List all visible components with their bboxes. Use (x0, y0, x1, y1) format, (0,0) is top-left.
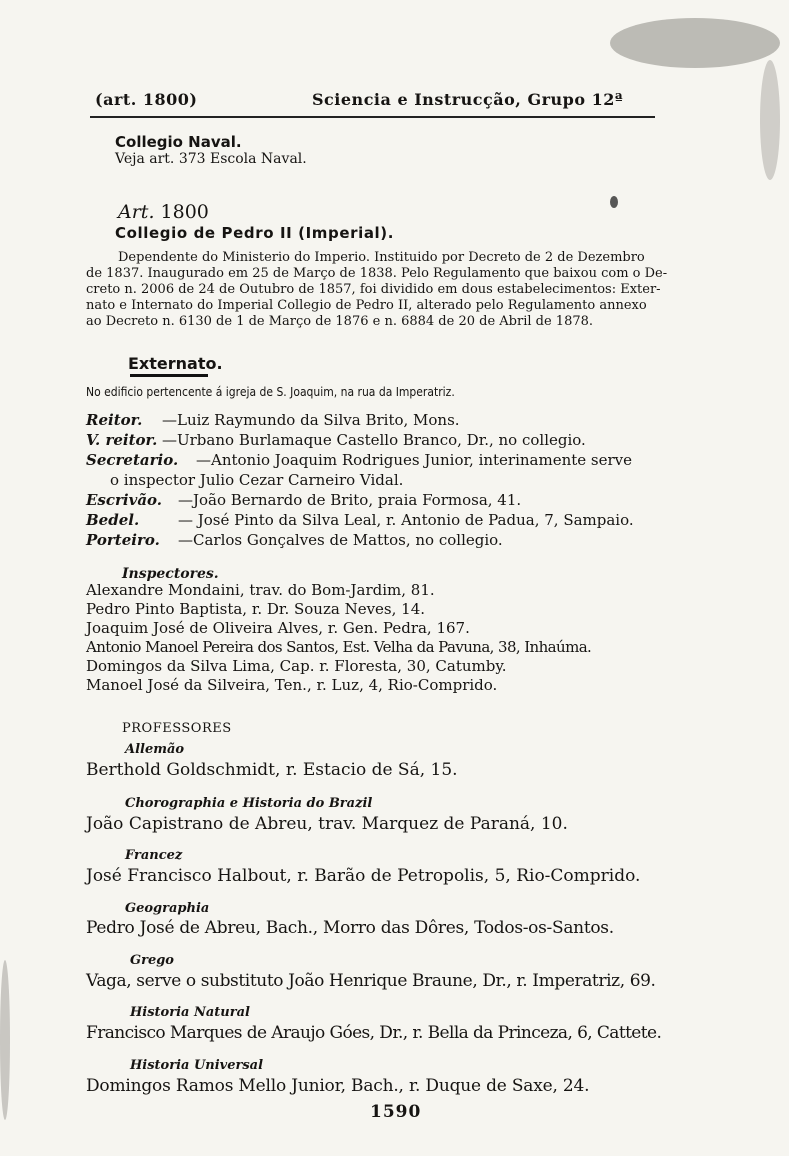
professor-chorographia: João Capistrano de Abreu, trav. Marquez de Paraná, 10. (86, 814, 568, 834)
professor-historia-natural: Francisco Marques de Araujo Góes, Dr., r. Bella da Princeza, 6, Cattete. (86, 1023, 662, 1043)
header-article-ref: (art. 1800) (95, 90, 198, 109)
scan-smudge (0, 960, 10, 1120)
scan-smudge (610, 18, 780, 68)
subject-francez: Francez (125, 848, 183, 863)
subject-historia-natural: Historia Natural (130, 1005, 250, 1020)
paragraph-line: creto n. 2006 de 24 de Outubro de 1857, foi dividido em dous estabelecimentos: Exter- (86, 282, 661, 297)
header-section-title: Sciencia e Instrucção, Grupo 12ª (312, 90, 624, 109)
inspector-entry: Manoel José da Silveira, Ten., r. Luz, 4, Rio-Comprido. (86, 676, 498, 694)
scan-smudge (760, 60, 780, 180)
staff-row-bedel: Bedel. — José Pinto da Silva Leal, r. Antonio de Padua, 7, Sampaio. (86, 511, 634, 529)
inspector-entry: Domingos da Silva Lima, Cap. r. Floresta, 30, Catumby. (86, 657, 507, 675)
staff-row-reitor: Reitor. —Luiz Raymundo da Silva Brito, Mons. (86, 411, 460, 429)
subject-allemao: Allemão (125, 742, 185, 757)
inspector-entry: Alexandre Mondaini, trav. do Bom-Jardim, 81. (86, 581, 435, 599)
inspector-entry: Joaquim José de Oliveira Alves, r. Gen. Pedra, 167. (86, 619, 470, 637)
professor-allemao: Berthold Goldschmidt, r. Estacio de Sá, 15. (86, 760, 458, 780)
staff-list (86, 410, 634, 550)
externato-title: Externato. (128, 354, 223, 373)
professor-francez: José Francisco Halbout, r. Barão de Petropolis, 5, Rio-Comprido. (86, 866, 641, 886)
inspectores-title: Inspectores. (122, 566, 219, 582)
article-paragraph (86, 250, 718, 330)
staff-row-vice-reitor: V. reitor. —Urbano Burlamaque Castello Branco, Dr., no collegio. (86, 431, 586, 449)
staff-row-secretario: Secretario. —Antonio Joaquim Rodrigues Junior, interinamente serve (86, 451, 633, 469)
collegio-naval-title: Collegio Naval. (115, 133, 242, 151)
subject-grego: Grego (130, 953, 174, 968)
inspector-entry: Pedro Pinto Baptista, r. Dr. Souza Neves, 14. (86, 600, 426, 618)
page-number: 1590 (370, 1102, 422, 1122)
subject-geographia: Geographia (125, 901, 210, 916)
article-title: Collegio de Pedro II (Imperial). (115, 224, 395, 242)
subject-historia-universal: Historia Universal (130, 1058, 264, 1073)
externato-underline (130, 374, 208, 377)
header-rule (90, 116, 655, 118)
collegio-naval-ref: Veja art. 373 Escola Naval. (115, 151, 307, 167)
article-number: 1800 (160, 201, 209, 223)
inspector-entry: Antonio Manoel Pereira dos Santos, Est. Velha da Pavuna, 38, Inhaúma. (86, 638, 592, 656)
article-heading (118, 201, 209, 223)
paragraph-line: de 1837. Inaugurado em 25 de Março de 1838. Pelo Regulamento que baixou com o De- (86, 266, 668, 281)
paragraph-line: nato e Internato do Imperial Collegio de Pedro II, alterado pelo Regulamento annexo (86, 298, 647, 313)
scan-smudge (610, 196, 618, 208)
staff-row-porteiro: Porteiro. —Carlos Gonçalves de Mattos, no collegio. (86, 531, 503, 549)
subject-chorographia: Chorographia e Historia do Brazil (125, 796, 373, 811)
paragraph-line: ao Decreto n. 6130 de 1 de Março de 1876 e n. 6884 de 20 de Abril de 1878. (86, 314, 594, 329)
externato-location: No edificio pertencente á igreja de S. Joaquim, na rua da Imperatriz. (86, 385, 455, 399)
professor-grego: Vaga, serve o substituto João Henrique Braune, Dr., r. Imperatriz, 69. (86, 971, 656, 991)
professor-historia-universal: Domingos Ramos Mello Junior, Bach., r. Duque de Saxe, 24. (86, 1076, 590, 1096)
paragraph-line: Dependente do Ministerio do Imperio. Instituido por Decreto de 2 de Dezembro (118, 250, 645, 265)
professores-title: PROFESSORES (122, 721, 232, 736)
staff-row-escrivao: Escrivão. —João Bernardo de Brito, praia Formosa, 41. (86, 491, 522, 509)
article-label: Art. (118, 201, 155, 223)
inspectores-list (86, 581, 591, 695)
staff-row-secretario-cont: o inspector Julio Cezar Carneiro Vidal. (110, 471, 404, 489)
professor-geographia: Pedro José de Abreu, Bach., Morro das Dôres, Todos-os-Santos. (86, 918, 614, 938)
